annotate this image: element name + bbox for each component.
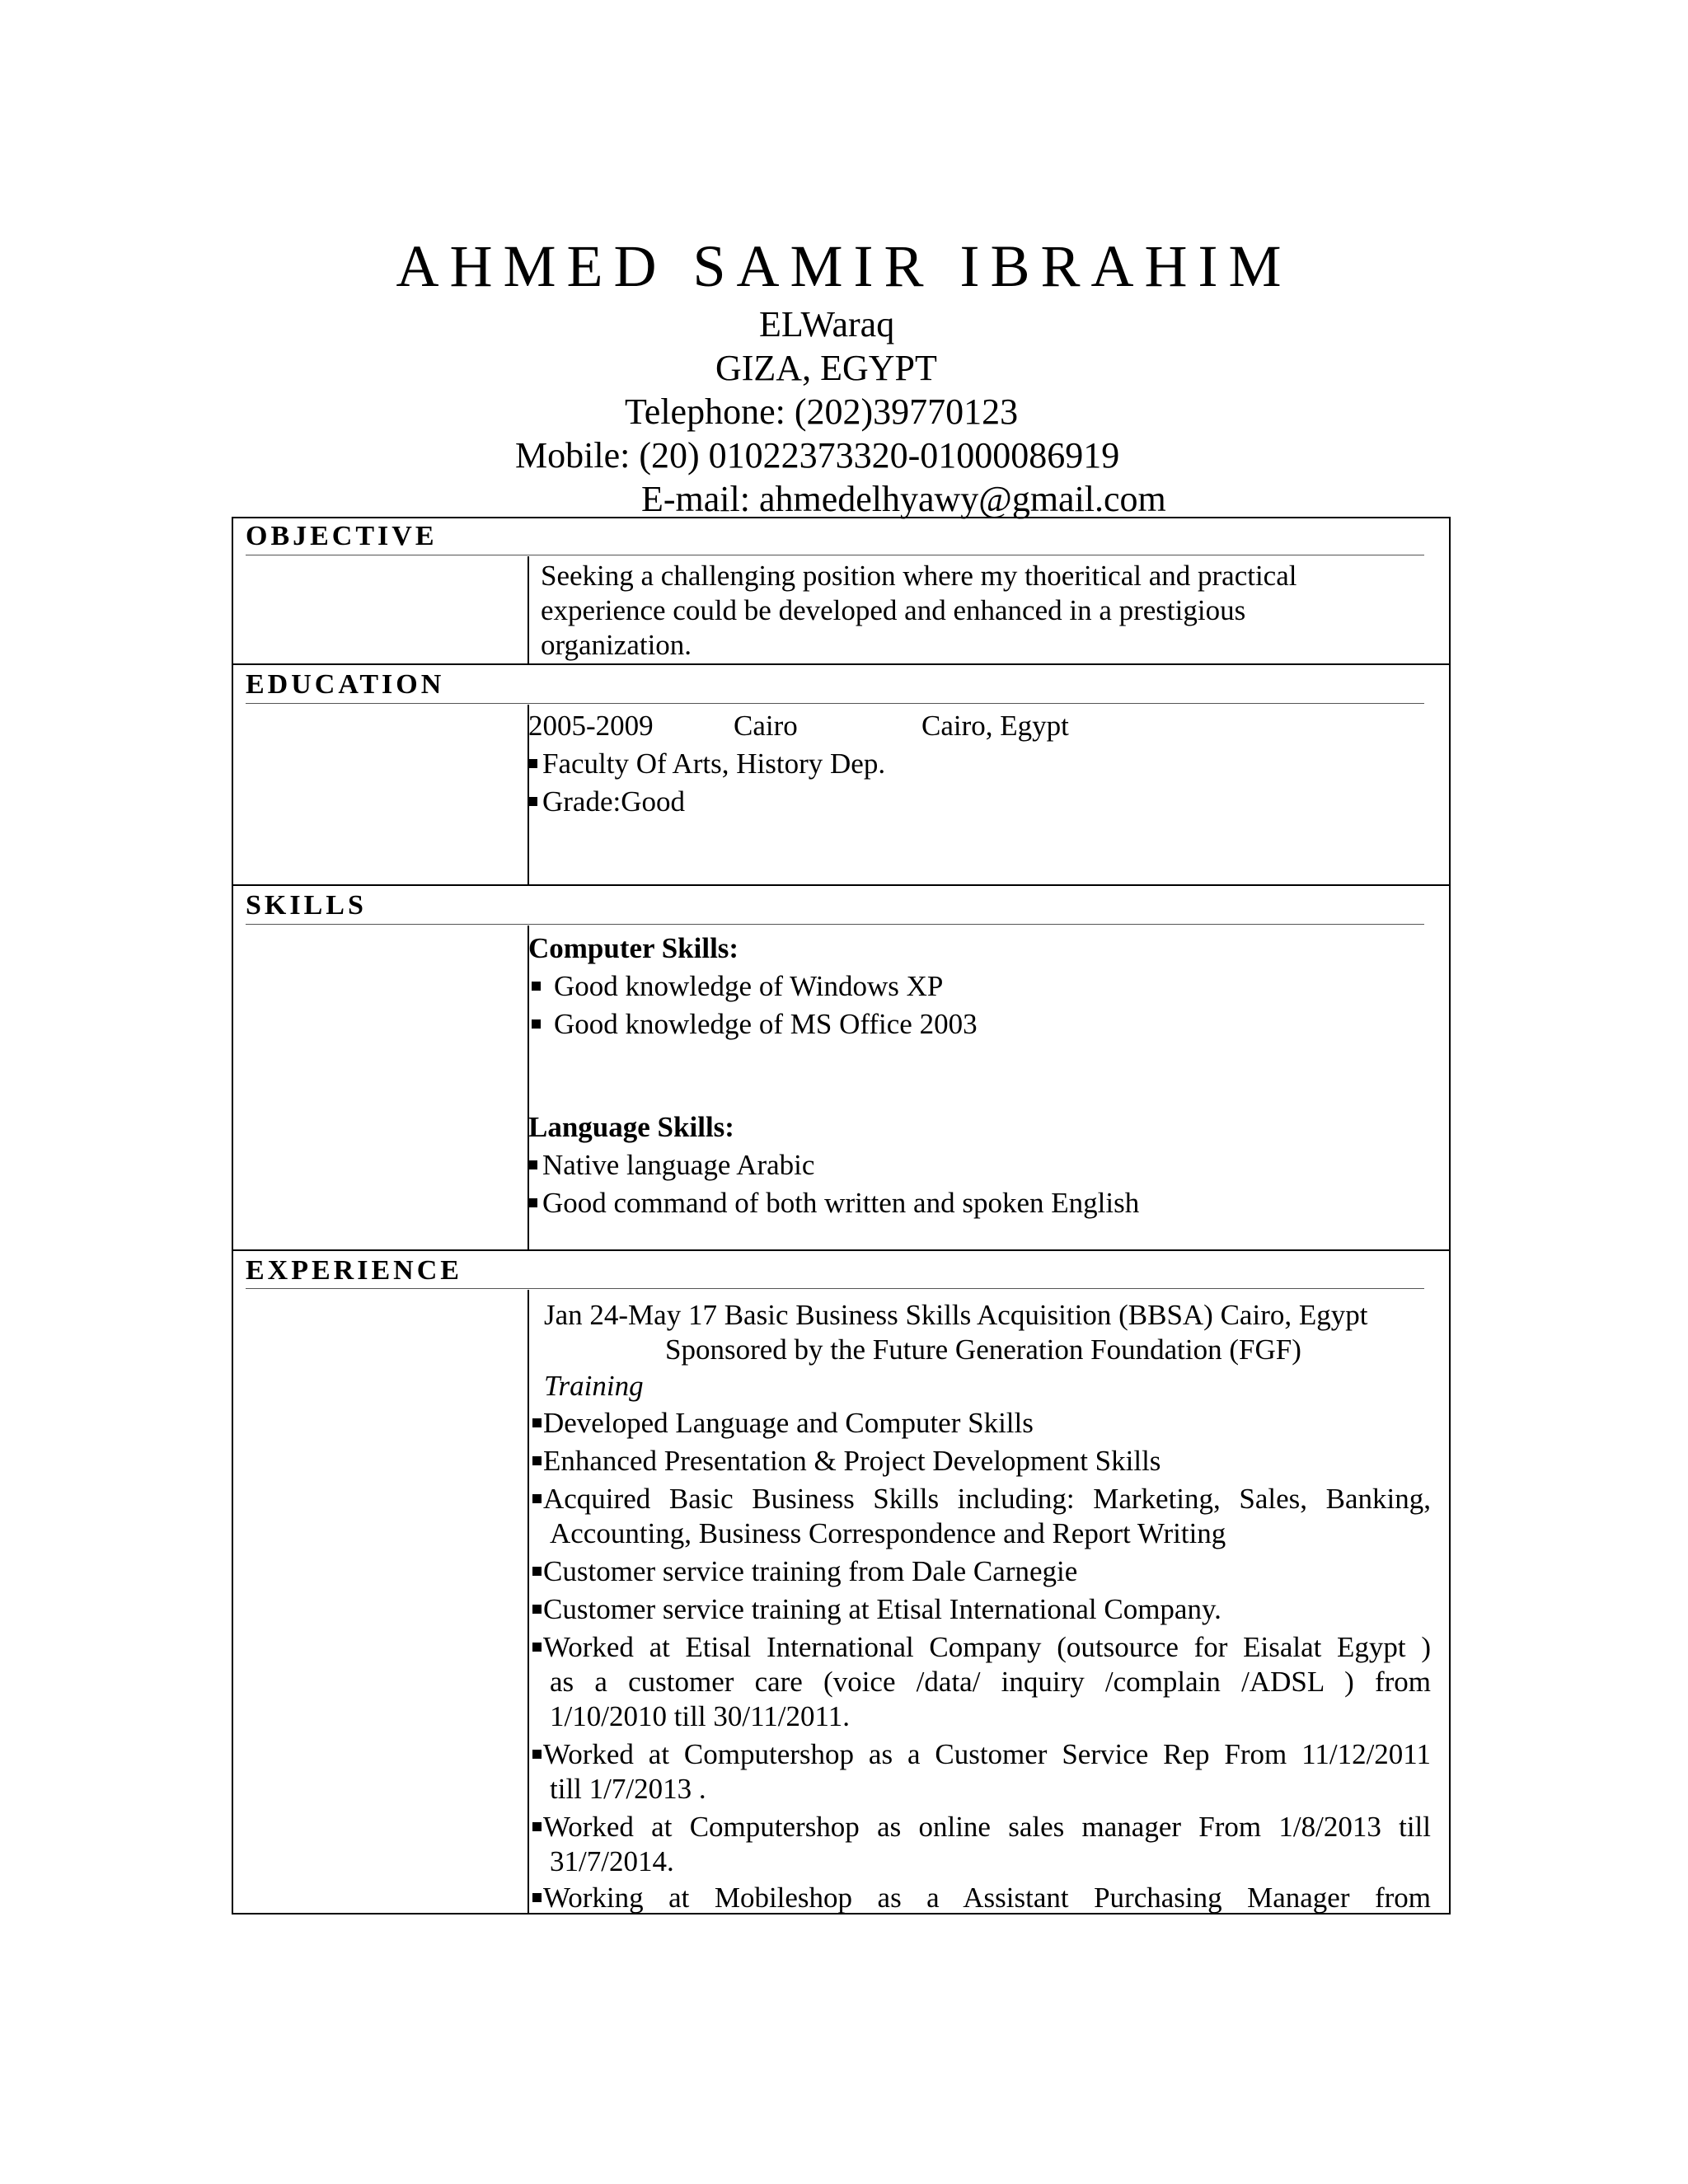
experience-item: Acquired Basic Business Skills including: Marketing, Sales, Banking, Accounting, Business Correspondence and Report Writing: [532, 1482, 1431, 1551]
bullet-icon: [532, 1494, 542, 1503]
applicant-name: AHMED SAMIR IBRAHIM: [396, 233, 1292, 299]
bullet-icon: [532, 1456, 542, 1465]
computer-skill-item: Good knowledge of Windows XP: [532, 969, 943, 1004]
language-skill-item: Good command of both written and spoken English: [528, 1186, 1139, 1221]
bullet-icon: [532, 1643, 542, 1652]
experience-item: Customer service training from Dale Carnegie: [532, 1554, 1077, 1589]
experience-item: Working at Mobileshop as a Assistant Purchasing Manager from: [532, 1881, 1431, 1915]
education-location: Cairo, Egypt: [921, 710, 1069, 742]
education-bottom-border: [232, 884, 1451, 886]
experience-sponsor: Sponsored by the Future Generation Foundation (FGF): [665, 1333, 1301, 1366]
computer-skills-heading: Computer Skills:: [528, 932, 739, 964]
objective-line-2: experience could be developed and enhanced in a prestigious: [541, 594, 1246, 626]
experience-item: Worked at Computershop as a Customer Service Rep From 11/12/2011 till 1/7/2013 .: [532, 1737, 1431, 1807]
computer-skill-item: Good knowledge of MS Office 2003: [532, 1007, 978, 1042]
section-title-objective: OBJECTIVE: [246, 521, 438, 551]
experience-item: Developed Language and Computer Skills: [532, 1406, 1034, 1441]
experience-header-line: Jan 24-May 17 Basic Business Skills Acquisition (BBSA) Cairo, Egypt: [544, 1299, 1368, 1331]
bullet-icon: [532, 1822, 542, 1831]
column-divider-experience: [528, 1290, 529, 1915]
bullet-icon: [532, 1567, 542, 1576]
address-line-1: ELWaraq: [759, 304, 895, 344]
bullet-icon: [532, 1418, 542, 1427]
education-city: Cairo: [734, 710, 798, 742]
bullet-icon: [532, 1750, 542, 1759]
objective-line-1: Seeking a challenging position where my thoeritical and practical: [541, 560, 1297, 592]
bullet-icon: [528, 1198, 537, 1207]
bullet-icon: [528, 759, 537, 768]
bullet-icon: [532, 1019, 541, 1029]
experience-item: Customer service training at Etisal International Company.: [532, 1592, 1221, 1627]
section-title-skills: SKILLS: [246, 890, 367, 921]
experience-item: Worked at Etisal International Company (outsource for Eisalat Egypt ) as a customer care (voice /data/ inquiry /complain /ADSL ) from 1/10/2010 till 30/11/2011.: [532, 1630, 1431, 1734]
education-years: 2005-2009: [528, 710, 654, 742]
bullet-icon: [532, 982, 541, 991]
skills-underline: [246, 924, 1424, 925]
address-line-2: GIZA, EGYPT: [715, 348, 937, 388]
column-divider-objective: [528, 556, 529, 663]
objective-line-3: organization.: [541, 629, 692, 661]
skills-bottom-border: [232, 1249, 1451, 1251]
section-title-education: EDUCATION: [246, 669, 445, 700]
mobile: Mobile: (20) 01022373320-01000086919: [515, 435, 1120, 476]
bullet-icon: [532, 1893, 542, 1902]
experience-underline: [246, 1288, 1424, 1289]
bullet-icon: [532, 1605, 542, 1614]
experience-item: Enhanced Presentation & Project Development Skills: [532, 1444, 1160, 1479]
objective-bottom-border: [232, 663, 1451, 665]
language-skill-item: Native language Arabic: [528, 1148, 814, 1183]
telephone: Telephone: (202)39770123: [625, 391, 1019, 432]
bullet-icon: [528, 797, 537, 806]
education-item: Grade:Good: [528, 785, 685, 819]
experience-item: Worked at Computershop as online sales manager From 1/8/2013 till 31/7/2014.: [532, 1810, 1431, 1879]
bullet-icon: [528, 1160, 537, 1169]
education-underline: [246, 703, 1424, 704]
section-title-experience: EXPERIENCE: [246, 1255, 462, 1286]
language-skills-heading: Language Skills:: [528, 1111, 734, 1143]
experience-role: Training: [544, 1370, 644, 1402]
education-item: Faculty Of Arts, History Dep.: [528, 747, 885, 781]
email: E-mail: ahmedelhyawy@gmail.com: [641, 479, 1166, 519]
